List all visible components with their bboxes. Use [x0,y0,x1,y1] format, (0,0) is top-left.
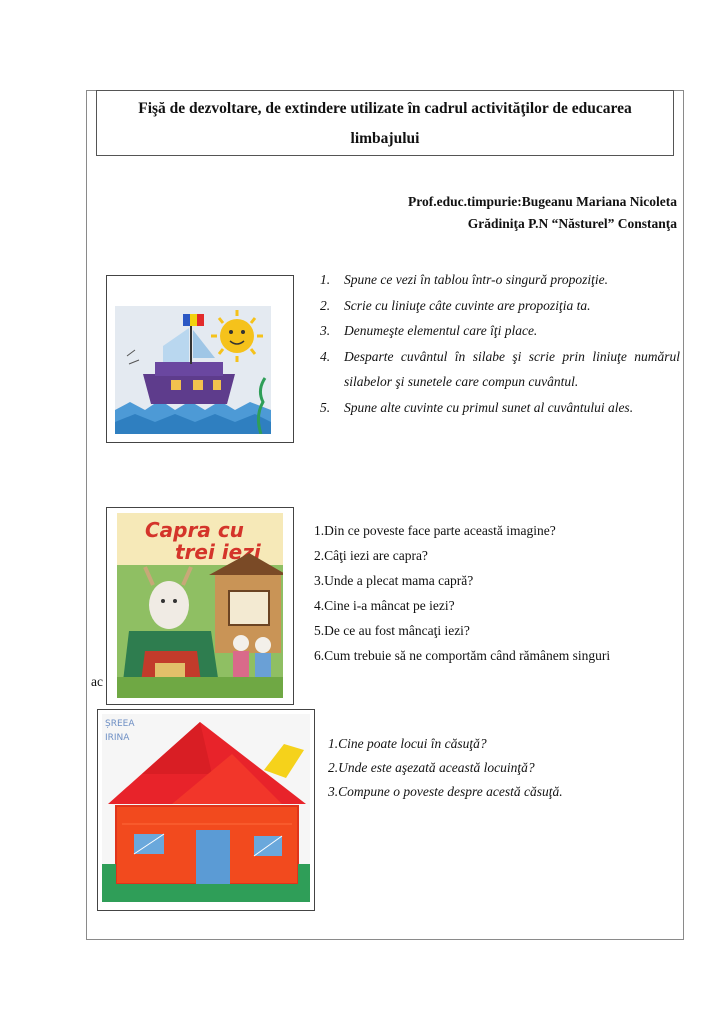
task-list-1-item [318,395,680,421]
title-line-2: limbajului [350,130,420,147]
task-list-2-item: 1.Din ce poveste face parte această imagine? [314,523,556,538]
task-list-2 [314,518,680,668]
worksheet-title [96,90,674,156]
house-collage-image [102,714,310,902]
house-collage-frame [97,709,315,911]
book-cover-frame [106,507,294,705]
author-block [408,191,677,235]
book-title-line-2: trei iezi [175,540,261,564]
task-list-3-item: 1.Cine poate locui în căsuţă? [328,736,487,751]
item-text: Spune ce vezi în tablou într-o singură propoziţie. [344,272,608,287]
kindergarten-name: Grădiniţa P.N “Năsturel” Constanţa [467,216,677,231]
book-title-line-1: Capra cu [145,518,244,542]
task-list-3 [328,732,563,804]
item-text: Scrie cu liniuţe câte cuvinte are propoziţia ta. [344,297,591,313]
book-cover-image [117,513,283,698]
overflow-text: ac [91,674,103,689]
item-text: Denumeşte elementul care îţi place. [344,323,538,338]
task-list-1 [318,267,680,420]
task-list-1-item [318,344,680,395]
item-number: 4. [320,348,331,364]
boat-collage-image [115,306,271,434]
item-number: 2. [320,297,331,313]
item-text: Desparte cuvântul în silabe şi scrie prin liniuţe numărul silabelor şi sunetele care compun cuvântul. [344,348,680,389]
item-number: 5. [320,399,331,415]
author-name: Prof.educ.timpurie:Bugeanu Mariana Nicoleta [408,194,677,209]
task-list-2-item: 5.De ce au fost mâncaţi iezi? [314,623,470,638]
handwriting-line-2: IRINA [105,733,130,743]
item-number: 1. [320,272,331,287]
task-list-2-item: 4.Cine i-a mâncat pe iezi? [314,598,455,613]
boat-collage-frame [106,275,294,443]
item-text: Spune alte cuvinte cu primul sunet al cuvântului ales. [344,399,634,415]
task-list-1-item [318,267,680,293]
task-list-3-item: 2.Unde este aşezată această locuinţă? [328,760,535,775]
task-list-3-item: 3.Compune o poveste despre acestă căsuţă. [328,784,563,799]
handwriting-line-1: ȘREEA [105,719,135,729]
task-list-2-item: 6.Cum trebuie să ne comportăm când rămânem singuri [314,648,611,663]
task-list-2-item: 2.Câţi iezi are capra? [314,548,428,563]
item-number: 3. [320,323,331,338]
task-list-1-item [318,318,680,344]
task-list-2-item: 3.Unde a plecat mama capră? [314,573,474,588]
task-list-1-item [318,293,680,319]
title-line-1: Fişă de dezvoltare, de extindere utilizate în cadrul activităţilor de educarea [138,100,632,117]
